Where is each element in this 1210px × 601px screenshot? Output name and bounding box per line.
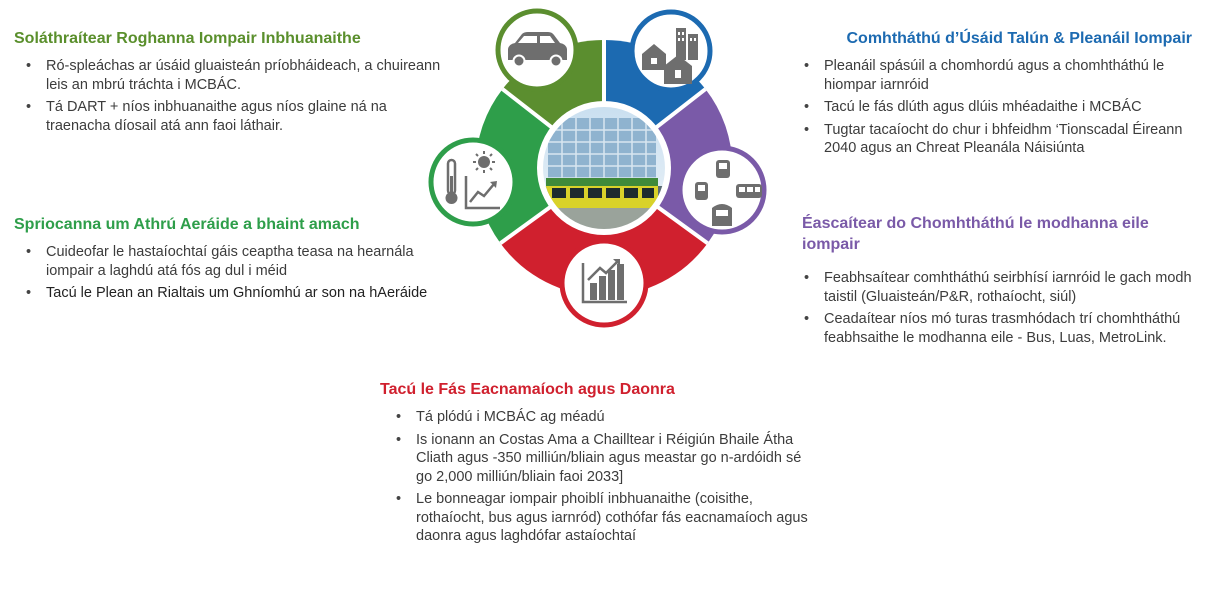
bullet-list [14,243,454,303]
bullet-item: • Le bonneagar iompair phoiblí inbhuanaithe (coisithe, rothaíocht, bus agus iarnród) cothófar fás eacnamaíoch agus daonra agus laghdófar astaíochtaí [384,490,810,546]
benefits-wheel-diagram [425,0,785,340]
buildings-houses-icon [632,12,710,90]
bullet-item: • Tugtar tacaíocht do chur i bhfeidhm ‘Tionscadal Éireann 2040 agus an Chreat Pleanála Náisiúnta [792,121,1204,158]
bullet-item: • Pleanáil spásúil a chomhordú agus a chomhtháthú le hiompar iarnróid [792,57,1204,94]
bullet-item: • Ceadaítear níos mó turas trasmhódach trí chomhtháthú feabhsaithe le modhanna eile - Bus, Luas, MetroLink. [792,310,1204,347]
section-title: Comhtháthú d’Úsáid Talún & Pleanáil Iompair [846,30,1192,47]
section-sustainable-transport [14,28,454,139]
bar-chart-growth-icon [562,241,646,325]
section-land-use-integration [784,28,1204,162]
bullet-item: • Tacú le Plean an Rialtais um Ghníomhú ar son na hAeráide [14,284,454,303]
section-modal-integration [784,213,1204,351]
bullet-item: • Tacú le fás dlúth agus dlúis mhéadaithe i MCBÁC [792,98,1204,117]
train-bus-tram-icon [680,148,764,232]
section-title: Spriocanna um Athrú Aeráide a bhaint amach [14,216,360,233]
bullet-item: • Ró-spleáchas ar úsáid gluaisteán príobháideach, a chuireann leis an mbrú tráchta i MCBÁC. [14,57,454,94]
section-economic-growth [370,379,810,550]
section-climate-targets [14,214,454,307]
bullet-item: • Tá DART + níos inbhuanaithe agus níos glaine ná na traenacha díosail atá ann faoi láthair. [14,98,454,135]
bullet-list [784,269,1204,347]
section-title: Tacú le Fás Eacnamaíoch agus Daonra [380,381,675,398]
section-title: Soláthraítear Roghanna Iompair Inbhuanaithe [14,30,361,47]
bullet-list [784,57,1204,158]
bullet-item: • Cuideofar le hastaíochtaí gáis ceaptha teasa na hearnála iompair a laghdú atá fós ag dul i méid [14,243,454,280]
thermometer-sun-chart-icon [431,140,515,224]
bullet-item: • Is ionann an Costas Ama a Chailltear i Réigiún Bhaile Átha Cliath agus -350 milliún/bliain agus meastar go n-ardóidh sé go 2,000 milliún/bliain faoi 2033] [384,431,810,487]
section-title: Éascaítear do Chomhtháthú le modhanna eile iompair [802,215,1149,253]
bullet-list [370,408,810,546]
bullet-item: • Feabhsaítear comhtháthú seirbhísí iarnróid le gach modh taistil (Gluaisteán/P&R, rothaíocht, siúl) [792,269,1204,306]
car-icon [498,11,576,89]
bullet-list [14,57,454,135]
bullet-item: • Tá plódú i MCBÁC ag méadú [384,408,810,427]
